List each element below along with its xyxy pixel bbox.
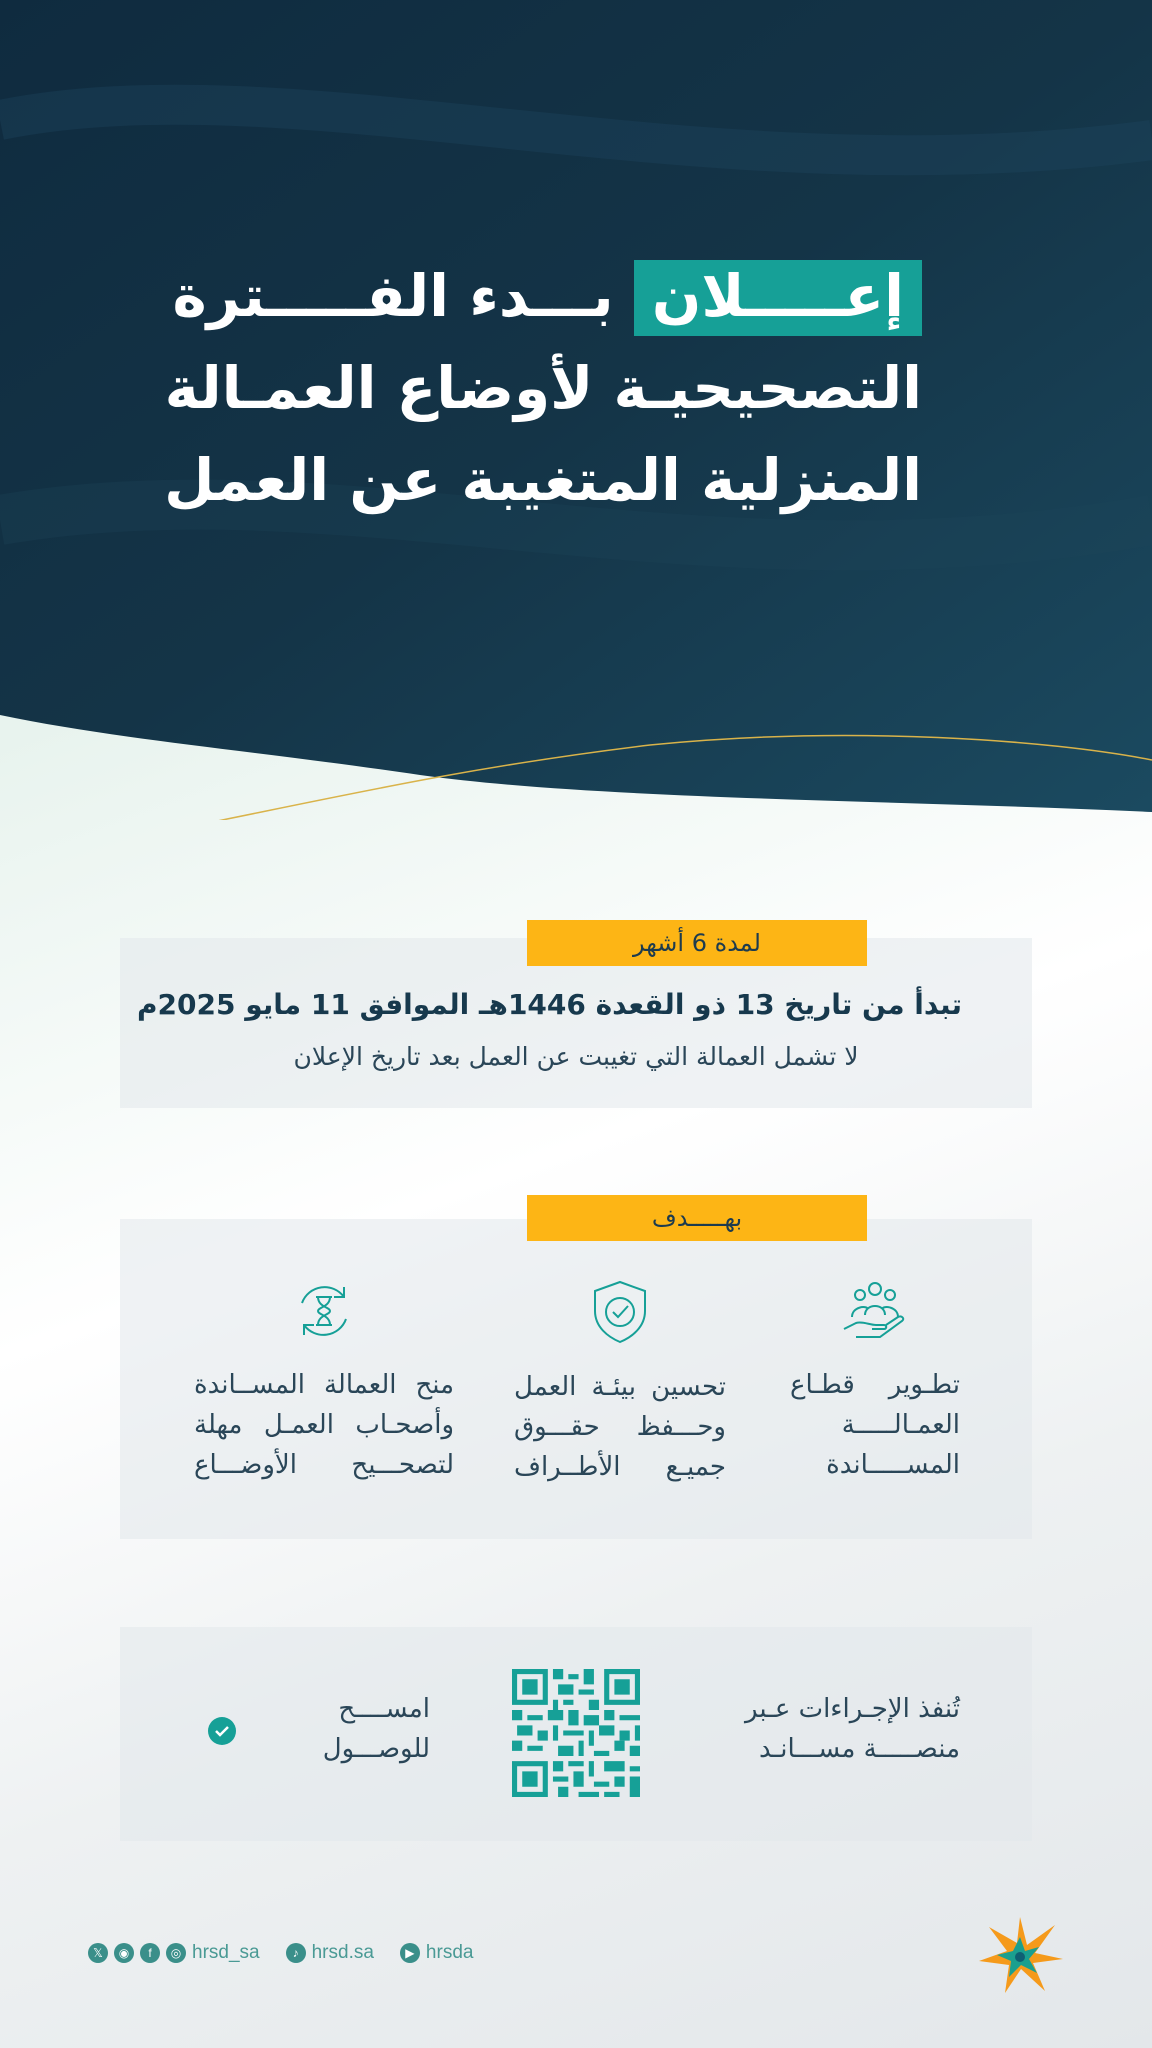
title-line2: التصحيحيـة لأوضاع العمـالة xyxy=(164,354,922,422)
goal-line: لتصحـــيح الأوضـــاع xyxy=(194,1450,454,1480)
goal-line: تحسين بيئـة العمل xyxy=(514,1372,726,1402)
scan-line: للوصـــول xyxy=(322,1734,430,1764)
scan-line: امســــح xyxy=(338,1694,430,1724)
hourglass-cycle-icon xyxy=(292,1279,356,1343)
duration-tag: لمدة 6 أشهر xyxy=(527,920,867,966)
facebook-icon[interactable]: f xyxy=(140,1943,160,1963)
handle-hrsd-dot-sa[interactable]: hrsd.sa xyxy=(311,1942,374,1963)
goal-item xyxy=(790,1279,960,1485)
instagram-icon[interactable]: ◎ xyxy=(166,1943,186,1963)
tiktok-icon[interactable]: ♪ xyxy=(286,1943,306,1963)
goal-line: وحـــفظ حقـــوق xyxy=(514,1412,726,1442)
qr-code[interactable] xyxy=(512,1669,640,1797)
goal-line: وأصحـاب العمـل مهلة xyxy=(194,1410,454,1440)
hero-banner xyxy=(0,0,1152,820)
snapchat-icon[interactable]: ◉ xyxy=(114,1943,134,1963)
youtube-icon[interactable]: ▶ xyxy=(400,1943,420,1963)
start-date-text: تبدأ من تاريخ 13 ذو القعدة 1446هـ الموافق 11 مايو 2025م xyxy=(137,988,962,1021)
page-title xyxy=(164,250,922,526)
goals-tag: بهـــــدف xyxy=(527,1195,867,1241)
x-icon[interactable]: 𝕏 xyxy=(88,1943,108,1963)
title-line1: بـــدء الفـــــترة xyxy=(172,262,614,330)
procedure-line: تُنفذ الإجـراءات عـبر xyxy=(745,1694,960,1724)
procedure-text xyxy=(700,1689,960,1769)
procedure-line: منصـــــة مســـانـد xyxy=(758,1734,960,1764)
scan-text xyxy=(300,1689,430,1769)
procedure-card xyxy=(120,1627,1032,1841)
goal-item xyxy=(514,1279,726,1487)
title-highlight: إعـــــلان xyxy=(634,260,922,336)
shield-check-icon xyxy=(590,1279,650,1345)
title-line3: المنزلية المتغيبة عن العمل xyxy=(164,446,922,514)
scope-note: لا تشمل العمالة التي تغيبت عن العمل بعد تاريخ الإعلان xyxy=(293,1042,859,1071)
goal-line: العمـالـــــة xyxy=(841,1410,960,1440)
ministry-logo xyxy=(975,1915,1065,1995)
footer-social xyxy=(88,1938,473,1968)
handle-hrsdsa[interactable]: hrsda xyxy=(425,1942,474,1963)
goal-line: منح العمالة المســاندة xyxy=(194,1370,454,1400)
goals-card xyxy=(120,1204,1032,1539)
duration-card xyxy=(120,929,1032,1108)
goal-item xyxy=(194,1279,454,1485)
handle-hrsd-sa[interactable]: hrsd_sa xyxy=(192,1942,260,1963)
goal-line: جميـع الأطــراف xyxy=(514,1452,726,1482)
goal-line: المســـــاندة xyxy=(826,1450,960,1480)
hand-people-icon xyxy=(840,1279,910,1343)
goal-line: تطـوير قطـاع xyxy=(790,1370,960,1400)
check-icon xyxy=(208,1717,236,1745)
